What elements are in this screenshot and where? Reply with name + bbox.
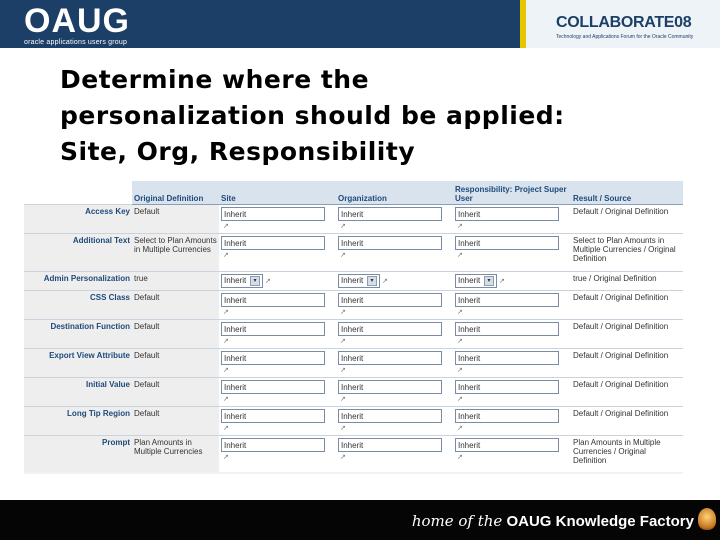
org-select[interactable] [338, 274, 380, 288]
personalization-table-screenshot [24, 181, 683, 474]
slide-title [60, 62, 680, 170]
personalize-icon[interactable]: ↗ [457, 366, 463, 374]
table-row [24, 348, 683, 377]
result-source-cell: Select to Plan Amounts in Multiple Currencies / Original Definition [571, 233, 683, 271]
table-row [24, 290, 683, 319]
site-cell [219, 435, 336, 472]
site-input[interactable]: Inherit [221, 409, 325, 423]
personalize-icon[interactable]: ↗ [457, 395, 463, 403]
org-cell [336, 233, 453, 271]
result-source-cell: true / Original Definition [571, 271, 683, 290]
conference-banner [520, 0, 720, 48]
table-row [24, 435, 683, 472]
table-row [24, 233, 683, 271]
resp-input[interactable]: Inherit [455, 351, 559, 365]
resp-select-value: Inherit [458, 276, 481, 285]
result-source-cell: Default / Original Definition [571, 348, 683, 377]
table-row [24, 319, 683, 348]
row-label: Initial Value [24, 377, 132, 406]
org-input[interactable]: Inherit [338, 380, 442, 394]
row-label: Access Key [24, 204, 132, 233]
personalize-icon[interactable]: ↗ [223, 395, 229, 403]
footer-brand: OAUG Knowledge Factory [506, 513, 694, 530]
org-input[interactable]: Inherit [338, 322, 442, 336]
org-select-value: Inherit [341, 276, 364, 285]
header-bar [0, 0, 720, 48]
resp-cell [453, 377, 571, 406]
resp-input[interactable]: Inherit [455, 409, 559, 423]
site-cell [219, 233, 336, 271]
resp-select[interactable] [455, 274, 497, 288]
resp-cell [453, 233, 571, 271]
personalize-icon[interactable]: ↗ [223, 337, 229, 345]
personalize-icon[interactable]: ↗ [457, 308, 463, 316]
original-definition-cell: Default [132, 406, 219, 435]
table-row [24, 406, 683, 435]
row-label: CSS Class [24, 290, 132, 319]
original-definition-cell: Default [132, 348, 219, 377]
resp-cell [453, 406, 571, 435]
org-cell [336, 406, 453, 435]
personalize-icon[interactable]: ↗ [223, 424, 229, 432]
personalize-icon[interactable]: ↗ [457, 453, 463, 461]
table-row [24, 377, 683, 406]
resp-cell [453, 348, 571, 377]
site-input[interactable]: Inherit [221, 322, 325, 336]
header-original-definition: Original Definition [132, 181, 219, 204]
title-line-1: Determine where the [60, 65, 370, 94]
header-left [0, 0, 526, 48]
original-definition-cell: Default [132, 319, 219, 348]
site-select[interactable] [221, 274, 263, 288]
personalize-icon[interactable]: ↗ [223, 308, 229, 316]
header-blank [24, 181, 132, 204]
resp-cell [453, 290, 571, 319]
org-cell [336, 435, 453, 472]
footer-pre: home of the [411, 512, 503, 530]
personalize-icon[interactable]: ↗ [223, 366, 229, 374]
original-definition-cell: Default [132, 377, 219, 406]
table-header-row [24, 181, 683, 204]
resp-input[interactable]: Inherit [455, 236, 559, 250]
resp-cell [453, 319, 571, 348]
site-input[interactable]: Inherit [221, 351, 325, 365]
personalize-icon[interactable]: ↗ [223, 453, 229, 461]
personalize-icon[interactable]: ↗ [340, 222, 346, 230]
site-cell [219, 204, 336, 233]
personalize-icon[interactable]: ↗ [223, 222, 229, 230]
site-cell [219, 406, 336, 435]
title-line-2: personalization should be applied: [60, 101, 565, 130]
org-input[interactable]: Inherit [338, 409, 442, 423]
personalize-icon[interactable]: ↗ [340, 453, 346, 461]
org-input[interactable]: Inherit [338, 293, 442, 307]
original-definition-cell: Plan Amounts in Multiple Currencies [132, 435, 219, 472]
result-source-cell: Default / Original Definition [571, 377, 683, 406]
personalize-icon[interactable]: ↗ [457, 251, 463, 259]
personalize-icon[interactable]: ↗ [340, 337, 346, 345]
table-row [24, 204, 683, 233]
site-input[interactable]: Inherit [221, 380, 325, 394]
site-cell [219, 348, 336, 377]
site-select-value: Inherit [224, 276, 247, 285]
site-cell [219, 290, 336, 319]
original-definition-cell: true [132, 271, 219, 290]
original-definition-cell: Select to Plan Amounts in Multiple Currencies [132, 233, 219, 271]
site-cell [219, 377, 336, 406]
org-cell [336, 348, 453, 377]
personalize-icon[interactable]: ↗ [265, 278, 271, 285]
org-cell [336, 204, 453, 233]
org-input[interactable]: Inherit [338, 207, 442, 221]
site-cell [219, 319, 336, 348]
row-label: Prompt [24, 435, 132, 472]
site-input[interactable]: Inherit [221, 207, 325, 221]
title-line-3: Site, Org, Responsibility [60, 137, 416, 166]
personalize-icon[interactable]: ↗ [499, 278, 505, 285]
original-definition-cell: Default [132, 204, 219, 233]
chevron-down-icon[interactable]: ▾ [484, 276, 494, 286]
header-organization: Organization [336, 181, 453, 204]
header-result-source: Result / Source [571, 181, 683, 204]
logo-subtitle: oracle applications users group [24, 39, 128, 46]
personalize-icon[interactable]: ↗ [340, 395, 346, 403]
personalize-icon[interactable]: ↗ [340, 366, 346, 374]
footer-bar [0, 500, 720, 540]
result-source-cell: Default / Original Definition [571, 204, 683, 233]
resp-cell [453, 271, 571, 290]
personalize-icon[interactable]: ↗ [340, 424, 346, 432]
personalize-icon[interactable]: ↗ [382, 278, 388, 285]
conference-name: COLLABORATE08 [556, 14, 692, 31]
row-label: Destination Function [24, 319, 132, 348]
resp-input[interactable]: Inherit [455, 207, 559, 221]
row-label: Export View Attribute [24, 348, 132, 377]
site-input[interactable]: Inherit [221, 236, 325, 250]
chevron-down-icon[interactable]: ▾ [250, 276, 260, 286]
personalize-icon[interactable]: ↗ [340, 251, 346, 259]
personalize-icon[interactable]: ↗ [340, 308, 346, 316]
result-source-cell: Default / Original Definition [571, 319, 683, 348]
site-input[interactable]: Inherit [221, 438, 325, 452]
org-input[interactable]: Inherit [338, 438, 442, 452]
site-input[interactable]: Inherit [221, 293, 325, 307]
org-cell [336, 319, 453, 348]
org-input[interactable]: Inherit [338, 236, 442, 250]
personalize-icon[interactable]: ↗ [223, 251, 229, 259]
chevron-down-icon[interactable]: ▾ [367, 276, 377, 286]
row-label: Long Tip Region [24, 406, 132, 435]
personalize-icon[interactable]: ↗ [457, 222, 463, 230]
resp-cell [453, 435, 571, 472]
resp-input[interactable]: Inherit [455, 322, 559, 336]
row-label: Admin Personalization [24, 271, 132, 290]
table-row [24, 271, 683, 290]
org-cell [336, 271, 453, 290]
resp-input[interactable]: Inherit [455, 293, 559, 307]
conference-tagline: Technology and Applications Forum for the Oracle Community [556, 34, 694, 40]
header-site: Site [219, 181, 336, 204]
lightbulb-icon [698, 508, 716, 530]
original-definition-cell: Default [132, 290, 219, 319]
result-source-cell: Plan Amounts in Multiple Currencies / Original Definition [571, 435, 683, 472]
org-input[interactable]: Inherit [338, 351, 442, 365]
resp-input[interactable]: Inherit [455, 380, 559, 394]
header-responsibility: Responsibility: Project Super User [453, 181, 571, 204]
footer-tagline [412, 512, 694, 530]
logo-text: OAUG [24, 2, 130, 40]
org-cell [336, 290, 453, 319]
site-cell [219, 271, 336, 290]
resp-input[interactable]: Inherit [455, 438, 559, 452]
personalization-table [24, 181, 683, 472]
result-source-cell: Default / Original Definition [571, 290, 683, 319]
row-label: Additional Text [24, 233, 132, 271]
oaug-logo [24, 4, 130, 46]
result-source-cell: Default / Original Definition [571, 406, 683, 435]
resp-cell [453, 204, 571, 233]
org-cell [336, 377, 453, 406]
personalize-icon[interactable]: ↗ [457, 337, 463, 345]
personalize-icon[interactable]: ↗ [457, 424, 463, 432]
